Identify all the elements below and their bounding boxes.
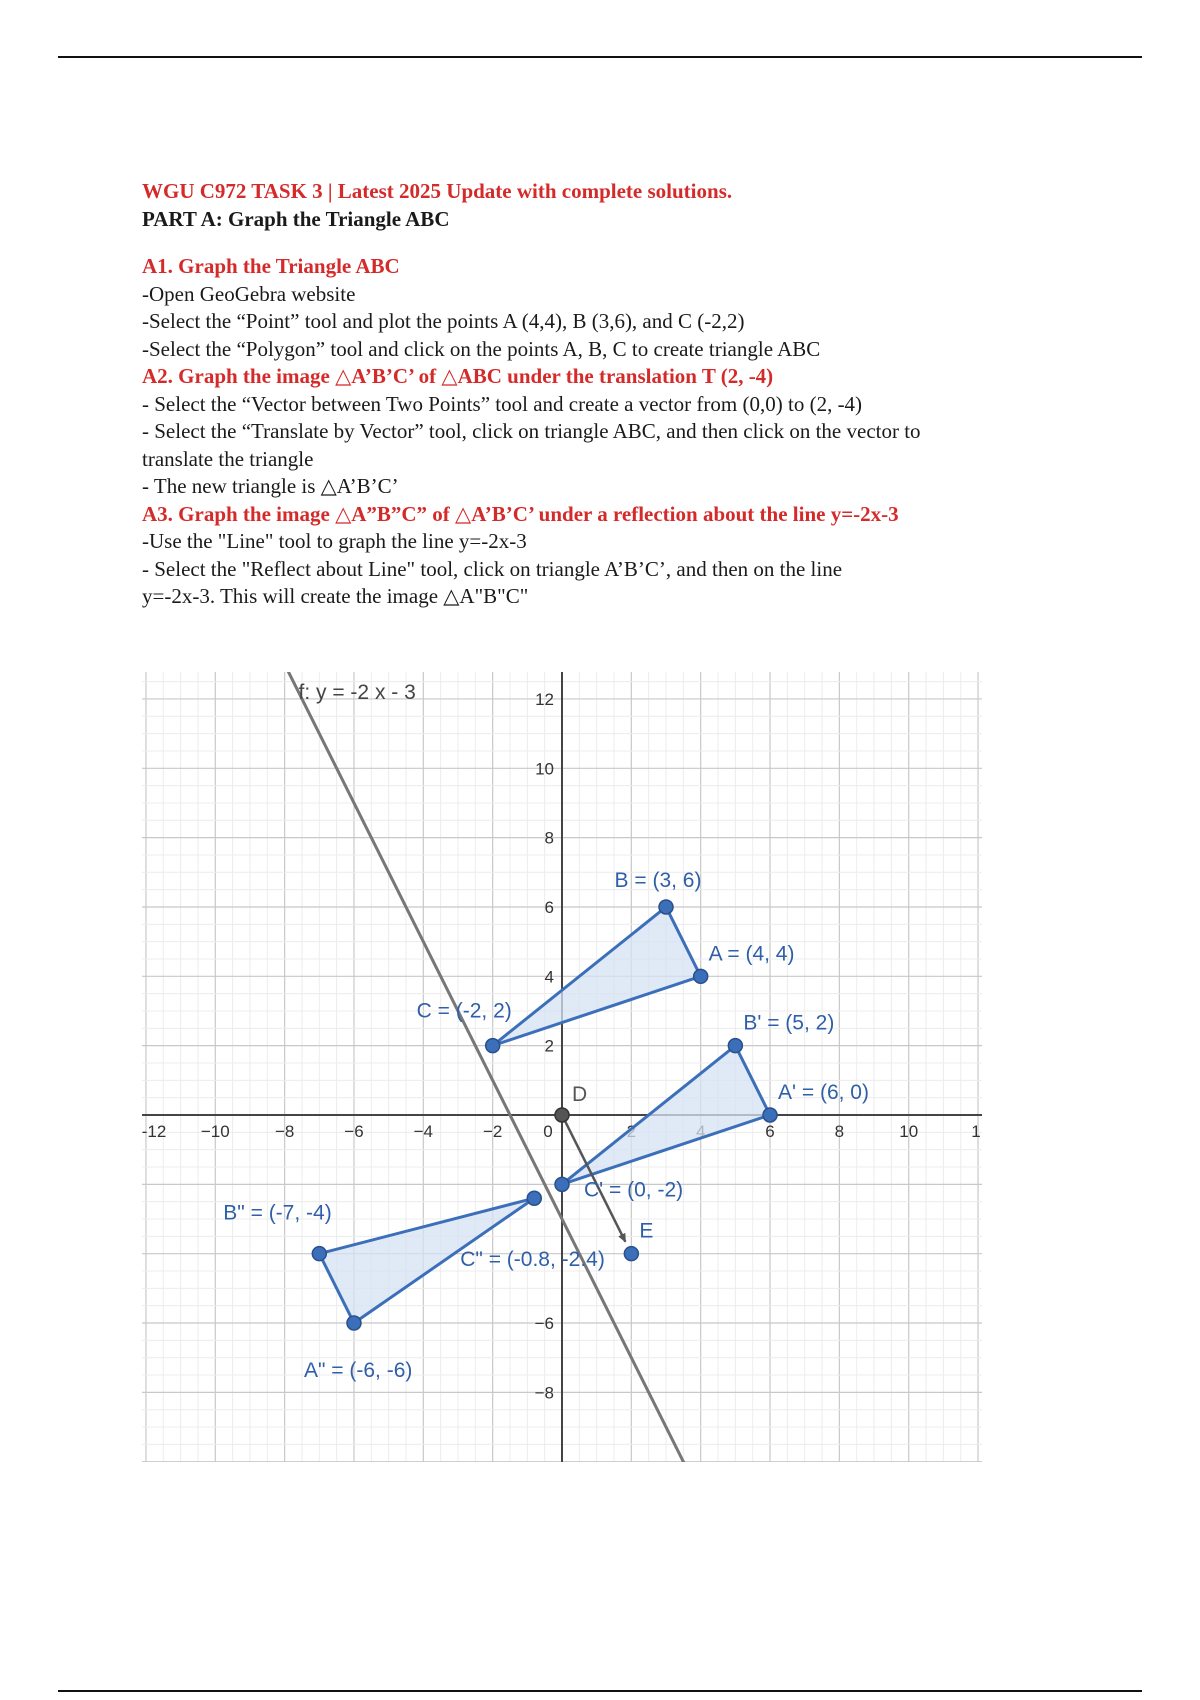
point-label: E bbox=[639, 1219, 654, 1243]
y-tick-label: −8 bbox=[534, 1383, 554, 1403]
document-title: WGU C972 TASK 3 | Latest 2025 Update with complete solutions. bbox=[142, 179, 733, 203]
document-body bbox=[142, 178, 1042, 611]
x-tick-label: −4 bbox=[413, 1122, 434, 1141]
point-label: C' = (0, -2) bbox=[584, 1178, 684, 1202]
point-marker bbox=[624, 1247, 638, 1261]
a1-step: -Select the “Point” tool and plot the points A (4,4), B (3,6), and C (-2,2) bbox=[142, 309, 745, 333]
point-marker bbox=[555, 1108, 569, 1122]
x-tick-label: 6 bbox=[765, 1122, 775, 1141]
point-marker bbox=[728, 1039, 742, 1053]
a3-heading: A3. Graph the image △A”B”C” of △A’B’C’ under a reflection about the line y=-2x-3 bbox=[142, 501, 899, 526]
y-tick-label: 10 bbox=[535, 759, 554, 779]
top-rule bbox=[58, 56, 1142, 58]
point-label: A' = (6, 0) bbox=[778, 1081, 869, 1104]
point-marker bbox=[347, 1316, 361, 1330]
a1-step: -Select the “Polygon” tool and click on the points A, B, C to create triangle ABC bbox=[142, 336, 821, 361]
a2-step: - Select the “Vector between Two Points” tool and create a vector from (0,0) to (2, -4) bbox=[142, 391, 863, 416]
point-label: B' = (5, 2) bbox=[743, 1011, 835, 1035]
a3-step: -Use the "Line" tool to graph the line y=-2x-3 bbox=[142, 529, 527, 553]
point-marker bbox=[312, 1247, 326, 1261]
geogebra-graph bbox=[142, 672, 982, 1462]
point-label: B = (3, 6) bbox=[614, 868, 702, 892]
point-label: A" = (-6, -6) bbox=[303, 1359, 413, 1383]
y-tick-label: 8 bbox=[544, 828, 554, 848]
y-tick-label: −6 bbox=[534, 1314, 554, 1334]
a3-step: y=-2x-3. This will create the image △A"B"C" bbox=[142, 584, 529, 608]
point-marker bbox=[555, 1177, 569, 1191]
x-tick-label: 10 bbox=[899, 1122, 919, 1141]
x-tick-label: −6 bbox=[344, 1122, 364, 1141]
point-marker bbox=[486, 1039, 500, 1053]
x-tick-label: -12 bbox=[142, 1122, 167, 1141]
a2-step: - Select the “Translate by Vector” tool, click on triangle ABC, and then click on the vector to bbox=[142, 419, 921, 443]
part-a-heading: PART A: Graph the Triangle ABC bbox=[142, 206, 450, 231]
x-tick-label: 8 bbox=[834, 1122, 845, 1141]
point-marker bbox=[694, 969, 708, 983]
point-label: B" = (-7, -4) bbox=[223, 1201, 332, 1225]
a2-heading: A2. Graph the image △A’B’C’ of △ABC under the translation T (2, -4) bbox=[142, 364, 774, 388]
x-tick-label: 1 bbox=[971, 1122, 981, 1141]
a1-step: -Open GeoGebra website bbox=[142, 281, 356, 306]
point-label: D bbox=[572, 1083, 588, 1106]
point-marker bbox=[659, 900, 673, 914]
x-tick-label: −10 bbox=[200, 1122, 230, 1141]
bottom-rule bbox=[58, 1690, 1142, 1692]
a2-step: translate the triangle bbox=[142, 446, 314, 471]
y-tick-label: 2 bbox=[544, 1036, 554, 1056]
point-label: C = (-2, 2) bbox=[416, 999, 512, 1023]
point-marker bbox=[527, 1191, 541, 1205]
a3-step: - Select the "Reflect about Line" tool, click on triangle A’B’C’, and then on the line bbox=[142, 556, 843, 581]
point-label: A = (4, 4) bbox=[708, 942, 795, 966]
line-f-label: f: y = -2 x - 3 bbox=[298, 680, 416, 704]
x-tick-label: 0 bbox=[543, 1122, 553, 1141]
x-tick-label: −2 bbox=[482, 1122, 503, 1141]
a1-heading: A1. Graph the Triangle ABC bbox=[142, 254, 400, 278]
y-tick-label: 6 bbox=[544, 897, 554, 917]
point-marker bbox=[763, 1108, 777, 1122]
y-tick-label: 4 bbox=[544, 967, 554, 987]
a2-step: - The new triangle is △A’B’C’ bbox=[142, 474, 399, 498]
x-tick-label: −8 bbox=[274, 1122, 295, 1141]
y-tick-label: 12 bbox=[535, 689, 554, 709]
point-label: C" = (-0.8, -2.4) bbox=[460, 1248, 605, 1272]
